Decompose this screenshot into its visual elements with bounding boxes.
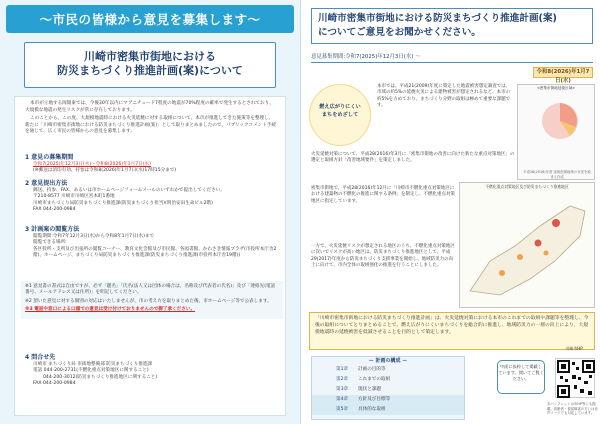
right-title — [311, 8, 593, 44]
section-3 — [25, 225, 279, 260]
toc-chapter-number: 第4章 — [336, 397, 349, 402]
toc-chapter-number: 第3章 — [336, 387, 349, 392]
intro-paragraph-2: このことから、この度、大規模地震時における火災延焼に対する取組について、本市が推進してきた施策等を整理し、新たに「川崎市密集市街地における防災まちづくり推進計画(案)」として取りまとめましたので、パブリックコメント手続を通じて、広く市民の皆様からの意見を募集します。 — [25, 116, 277, 135]
toc-chapter-label: 具体的な取組 — [358, 407, 386, 412]
toc-title: ー 計画の構成 ー — [368, 358, 408, 364]
paragraph-2: 火災延焼対策について、平成28(2016)年3月に「密集市街地の改善に向けた新たな重点対策地区」の選定と取組方針「改善地域要件」を策定しました。 — [311, 152, 515, 164]
section-3-heading: 3 計画案の閲覧方法 — [25, 226, 80, 233]
slogan-line-1: 燃え広がりにくい — [319, 104, 361, 110]
title-box — [24, 42, 276, 88]
slogan-circle — [309, 84, 371, 146]
area-pie-chart — [540, 101, 580, 141]
right-page — [300, 0, 600, 424]
area-map-caption: 平成28(2016)年度 延焼危険地域の状況を踏まえ作成 — [523, 170, 591, 179]
toc-row — [312, 375, 464, 385]
toc-chapter-number: 第5章 — [336, 407, 349, 412]
contact-dept: 川崎市 まちづくり局 市街地整備部 防災まちづくり推進課 — [33, 362, 153, 367]
contact-fax: FAX 044-200-0984 — [33, 381, 76, 387]
right-title-line-1: 川崎市密集市街地における防災まちづくり推進計画(案) — [318, 13, 557, 24]
end-date-tag: 令和8(2026)年1月7日(水) — [533, 67, 593, 78]
district-map-graphic — [460, 191, 594, 303]
toc-row — [312, 365, 464, 375]
toc-chapter-label: これまでの取組 — [358, 377, 391, 382]
section-4 — [25, 353, 279, 388]
section-2-text: 郵送、持参、FAX、あるいは市ホームページフォームメールのいずれかで提出してください。 — [33, 188, 225, 193]
toc-row — [312, 395, 464, 405]
open-inside-bubble: 中面に抜粋して掲載しています。開いてご覧ください。 — [497, 360, 545, 394]
qr-note: 本パンフレットは市HP等にも掲載。高齢者・視覚障害の方には音声コードでも対応しています。 — [547, 402, 598, 416]
banner: ～市民の皆様から意見を募集します～ — [6, 5, 294, 33]
note-1: ※1 意見書の書式は自由ですが、必ず「題名」「氏名(法人又は団体の場合は、名称及び代表者の氏名)」及び「連絡先(電話番号、メールアドレス又は住所)」を明記してください。 — [25, 284, 276, 296]
paragraph-3: 密集市街地で、平成28(2016)年12月に「川崎市不燃化重点対策地区における建築物の不燃化の推進に関する条例」を制定し、不燃化重点対策地区に指定しています。 — [311, 186, 455, 204]
period-bar: 意見募集期間:令和7(2025)年12月3日(水) ～ — [311, 52, 593, 63]
intro — [25, 101, 277, 138]
section-3-places: 各区役所・支所及び出張所の閲覧コーナー、教育文化会館及び市民館、各図書館、かわさき情報プラザ(市役所本庁舎2階)、ホームページ、まちづくり局防災まちづくり推進課(防災まちづくり推進課(市役所本庁舎19階)) — [33, 246, 277, 259]
toc-row — [312, 385, 464, 395]
section-1-period: 令和7(2025)年12月3日(水)～令和8(2026)年1月7日(水) — [33, 162, 151, 167]
plan-structure — [311, 356, 465, 420]
paragraph-1: 本市では、平成21(2009)年度に策定した地震被害想定調査では、市域の約5%の延焼火災による建物被害が想定されるなど、本市の約5%を占めており、まちづくり分野の取組は極めて重要な課題です。 — [377, 84, 511, 109]
title-line-1: 川崎市密集市街地における — [84, 50, 216, 63]
qr-caption: 川崎市HP — [565, 346, 583, 351]
note-2: ※2 頂いた意見に対する個別の対応はいたしませんが、市の考え方を取りまとめた後、市ホームページ等で公表します。 — [25, 298, 272, 304]
section-2-fax: FAX 044-200-0984 — [33, 207, 76, 213]
section-2 — [25, 179, 279, 214]
toc-chapter-number: 第1章 — [336, 367, 349, 372]
district-map — [459, 182, 595, 308]
section-1-note: (※郵送は消印有効、持参は令和8(2026)年1月7日(水)17時15分まで) — [33, 168, 177, 174]
section-1-heading: 1 意見の募集期間 — [25, 154, 74, 161]
section-2-address: 〒210-8577 川崎市川崎区宮本町1番地 — [33, 194, 115, 200]
note-3: ※3 電話や窓口による口頭での意見は受け付けておりませんので御了承ください。 — [25, 307, 196, 313]
toc-chapter-label: 現状と課題 — [358, 387, 381, 392]
district-map-title: 不燃化重点対策地区及び防災まちづくり推進地区 — [485, 184, 569, 189]
toc-chapter-label: 方針及び目標等 — [358, 397, 391, 402]
qr-code-icon[interactable] — [555, 358, 595, 398]
toc-chapter-label: 計画の目的等 — [358, 367, 386, 372]
area-map-title: <密集市街地延焼区域> — [536, 86, 576, 90]
intro-paragraph-1: 本市が立地する岡開東では、今後30年以内にマグニチュード7程度の地震が70%程度の確率で発生するとされており、大規模な地震の発生リスクが常に存在しております。 — [25, 101, 274, 113]
contact-phone-2: 044-200-3012(防災まちづくり推進地区に関すること) — [43, 374, 158, 380]
section-2-heading: 2 意見提出方法 — [25, 180, 68, 187]
section-3-places-label: 閲覧できる場所: — [33, 240, 67, 246]
info-card — [14, 96, 286, 416]
paragraph-4: 一方で、火災延焼リスクが想定される地区のうち、不燃化重点対策地区に次いでリスクが高い地区は、防災まちづくり推進地区として、平成29(2017)年度から防災まちづくり支援事業を開始し、地域防災力の向上に向けて、市内全体の取組強化の推進を行うことにしました。 — [311, 244, 455, 269]
section-2-office: 川崎市まちづくり局防災まちづくり推進課(防災まちづくり担当)(明治安田生命ビル2階) — [33, 200, 213, 206]
toc-row — [312, 405, 464, 415]
section-4-heading: 4 問合せ先 — [25, 354, 56, 361]
area-map — [517, 84, 595, 180]
section-1 — [25, 153, 279, 175]
toc-chapter-number: 第2章 — [336, 377, 349, 382]
contact-phone-1: 電話 044-200-2731(不燃化重点対策地区に関すること) — [33, 368, 149, 374]
slogan-line-2: まちをめざして — [321, 112, 359, 118]
notes — [21, 281, 283, 319]
section-3-period: 閲覧期間:令和7年12月3日(水)から令和8年1月7日(水)まで — [33, 234, 155, 239]
title-line-2: 防災まちづくり推進計画(案)について — [57, 64, 243, 77]
purpose-callout: 「川崎市密集市街地における防災まちづくり推進計画」は、火災延焼対策における本市のこれまでの取組や課題等を整理し、今後の取組についてとりまとめることで、燃え広がりにくいまちづくりを総合的に推進し、地域防災力の一層の向上により、大規模地震時の延焼被害を低減させることを目的として策定します。 — [309, 312, 595, 350]
right-title-line-2: についてご意見をお聞かせください。 — [318, 27, 481, 38]
